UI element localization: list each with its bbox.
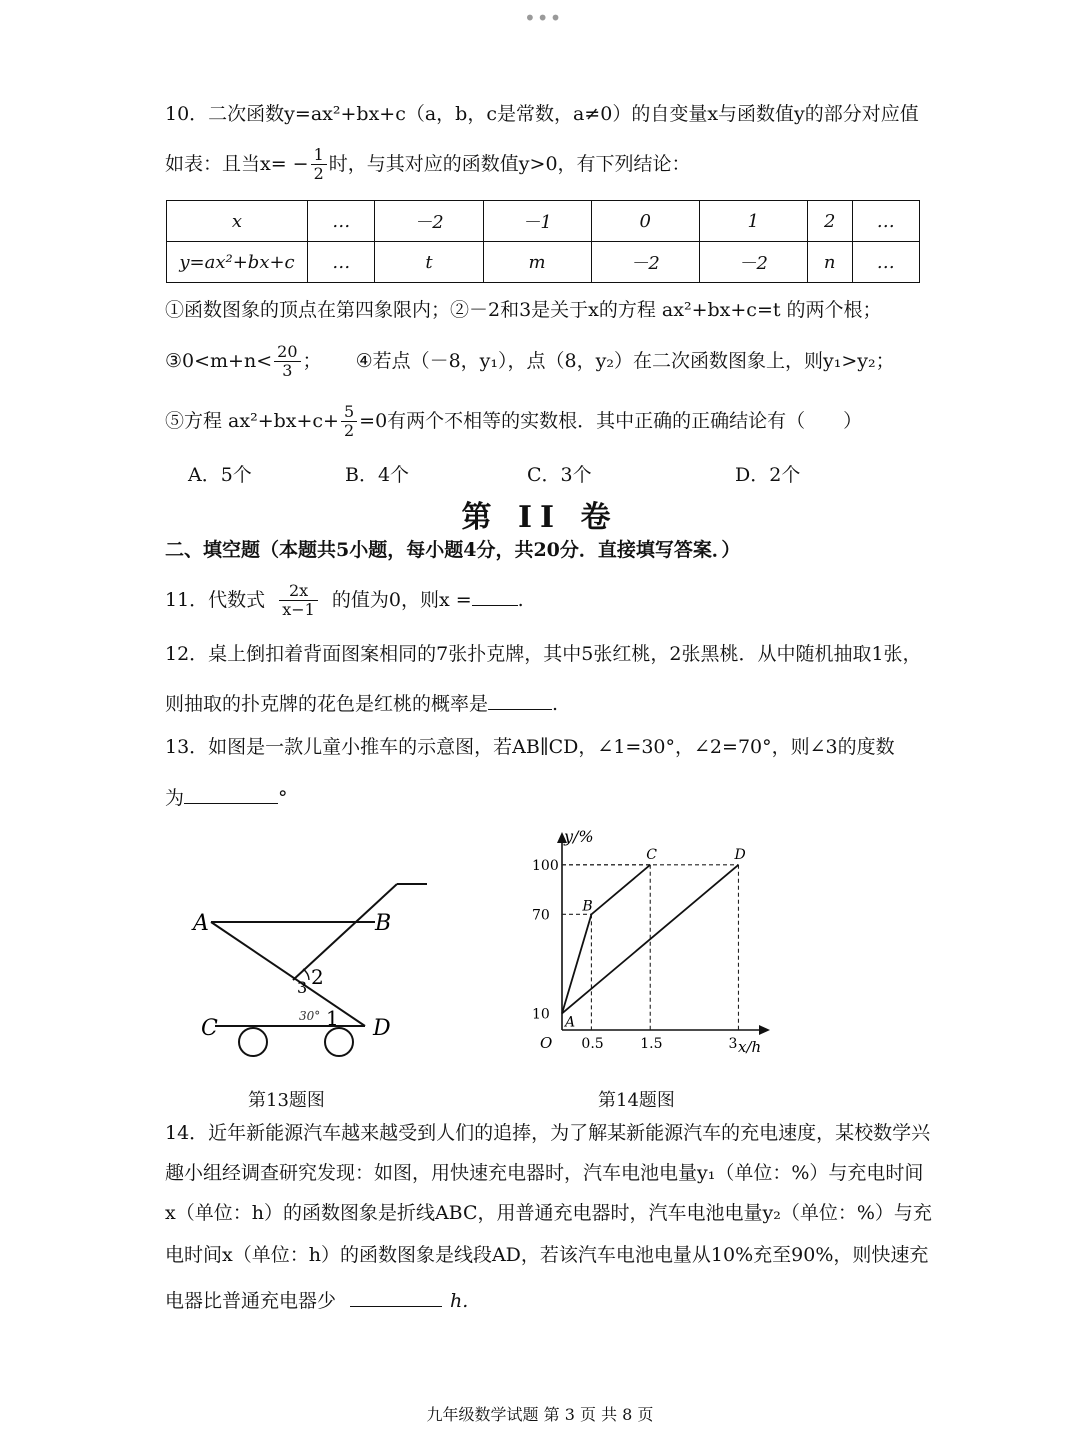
q13-line2 — [165, 785, 288, 809]
option-c: C．3个 — [527, 464, 592, 486]
table-cell: 1 — [699, 201, 807, 242]
frac-den: 2 — [343, 421, 355, 441]
y-tick-label: 10 — [532, 1006, 550, 1023]
table-cell: －2 — [699, 242, 807, 283]
frac-den: x−1 — [282, 600, 315, 620]
x-tick-label: 3 — [728, 1036, 738, 1052]
x-tick-label: 0.5 — [581, 1036, 604, 1052]
table-cell: －2 — [375, 201, 483, 242]
answer-blank-q11[interactable] — [472, 587, 518, 606]
value-table — [166, 200, 920, 283]
table-cell: x — [167, 201, 308, 242]
q14-line4: 电时间x（单位：h）的函数图象是线段AD，若该汽车电池电量从10%充至90%，则快速充 — [165, 1244, 929, 1266]
x-axis-label: x/h — [738, 1038, 762, 1056]
q11-pre: 11．代数式 — [165, 588, 266, 611]
table-cell: m — [483, 242, 591, 283]
point-label-c: C — [646, 846, 657, 863]
table-cell: t — [375, 242, 483, 283]
figure-13-stroller — [185, 870, 445, 1070]
q10-line2 — [165, 146, 691, 184]
fraction-5-2 — [341, 403, 357, 441]
table-row-x — [167, 201, 920, 242]
angle-label-3: 3 — [297, 978, 308, 997]
series-line-abc — [562, 865, 650, 1014]
table-cell: … — [852, 201, 919, 242]
frac-num: 1 — [311, 146, 327, 165]
q12-end: . — [552, 693, 559, 715]
table-cell: －2 — [591, 242, 699, 283]
q12-line2 — [165, 691, 558, 715]
chart-plot — [532, 832, 770, 1052]
angle-label-1: 1 — [326, 1006, 339, 1030]
handwritten-note: 30° — [299, 1009, 321, 1023]
q14-line5-text: 电器比普通充电器少 — [165, 1290, 337, 1312]
q12-line2-text: 则抽取的扑克牌的花色是红桃的概率是 — [165, 693, 489, 715]
q14-line3: x（单位：h）的函数图象是折线ABC，用普通充电器时，汽车电池电量y₂（单位：%）与充 — [165, 1202, 932, 1224]
label-c: C — [201, 1016, 218, 1041]
fraction-2x-over-x-1 — [279, 582, 318, 620]
frac-num: 20 — [274, 343, 300, 362]
q13-line2-text: 为 — [165, 787, 185, 809]
y-axis-label: y/% — [564, 827, 594, 846]
fraction-20-3 — [274, 343, 300, 381]
q14-line5 — [165, 1288, 468, 1312]
window-dots[interactable]: ••• — [524, 6, 563, 30]
option-b: B．4个 — [345, 464, 410, 486]
label-d: D — [373, 1016, 391, 1041]
q10-conclusion-3-4 — [165, 343, 895, 381]
frac-den: 3 — [282, 361, 293, 381]
table-cell: 0 — [591, 201, 699, 242]
q13-line1: 13．如图是一款儿童小推车的示意图，若AB∥CD，∠1=30°，∠2=70°，则∠3的度数 — [165, 736, 895, 758]
y-tick-label: 100 — [532, 857, 559, 874]
conclusion-3-pre: ③0<m+n< — [165, 349, 273, 372]
q13-end: ° — [278, 787, 288, 809]
q11-post: 的值为0，则x = — [331, 588, 472, 611]
caption-figure-13: 第13题图 — [248, 1090, 325, 1111]
label-a: A — [193, 911, 209, 936]
table-cell: y=ax²+bx+c — [167, 242, 308, 283]
y-tick-label: 70 — [532, 907, 550, 924]
q10-line2-pre: 如表：且当x= − — [165, 152, 309, 175]
figure-14-chart — [520, 822, 780, 1062]
q14-end: h. — [450, 1290, 469, 1312]
conclusion-3-post: ； — [302, 349, 322, 372]
table-cell: … — [308, 242, 375, 283]
q14-line1: 14．近年新能源汽车越来越受到人们的追捧，为了解某新能源汽车的充电速度，某校数学兴 — [165, 1122, 931, 1144]
option-a: A．5个 — [188, 464, 252, 486]
origin-label: O — [540, 1034, 553, 1052]
point-label-d: D — [734, 846, 746, 863]
angle-label-2: 2 — [311, 965, 324, 989]
x-tick-label: 1.5 — [640, 1036, 663, 1052]
table-cell: … — [852, 242, 919, 283]
answer-blank-q12[interactable] — [488, 691, 552, 710]
q12-line1: 12．桌上倒扣着背面图案相同的7张扑克牌，其中5张红桃，2张黑桃．从中随机抽取1张， — [165, 643, 922, 665]
label-b: B — [375, 911, 392, 936]
section-2-heading: 二、填空题（本题共5小题，每小题4分，共20分．直接填写答案．） — [165, 539, 741, 561]
wheel-left — [239, 1028, 267, 1056]
q14-line2: 趣小组经调查研究发现：如图，用快速充电器时，汽车电池电量y₁（单位：%）与充电时间 — [165, 1162, 924, 1184]
table-cell: －1 — [483, 201, 591, 242]
table-cell: … — [308, 201, 375, 242]
point-label-a: A — [565, 1014, 576, 1031]
answer-blank-q13[interactable] — [184, 785, 278, 804]
wheel-right — [325, 1028, 353, 1056]
page-footer: 九年级数学试题 第 3 页 共 8 页 — [426, 1405, 654, 1424]
answer-blank-q14[interactable] — [350, 1288, 442, 1307]
q11 — [165, 582, 524, 620]
q10-line1: 10．二次函数y=ax²+bx+c（a，b，c是常数，a≠0）的自变量x与函数值y的部分对应值 — [165, 103, 919, 125]
frac-num: 5 — [341, 403, 357, 422]
q11-end: . — [517, 588, 524, 611]
q10-conclusion-5 — [165, 403, 862, 441]
fraction-one-half — [311, 146, 327, 184]
caption-figure-14: 第14题图 — [598, 1090, 675, 1111]
conclusion-5-pre: ⑤方程 ax²+bx+c+ — [165, 409, 339, 432]
q10-line2-post: 时，与其对应的函数值y>0，有下列结论： — [328, 152, 691, 175]
conclusion-5-post: =0有两个不相等的实数根．其中正确的正确结论有（ ） — [359, 409, 863, 432]
conclusion-4: ④若点（－8，y₁），点（8，y₂）在二次函数图象上，则y₁>y₂； — [355, 349, 895, 372]
point-label-b: B — [582, 898, 593, 915]
q10-conclusion-1-2: ①函数图象的顶点在第四象限内；②－2和3是关于x的方程 ax²+bx+c=t 的两个根； — [165, 299, 882, 321]
frac-num: 2x — [279, 582, 318, 601]
table-cell: n — [807, 242, 852, 283]
segment-ad — [211, 922, 365, 1026]
option-d: D．2个 — [735, 464, 801, 486]
frac-den: 2 — [313, 164, 324, 184]
table-cell: 2 — [807, 201, 852, 242]
part-2-title: 第 II 卷 — [461, 500, 619, 535]
table-row-y — [167, 242, 920, 283]
